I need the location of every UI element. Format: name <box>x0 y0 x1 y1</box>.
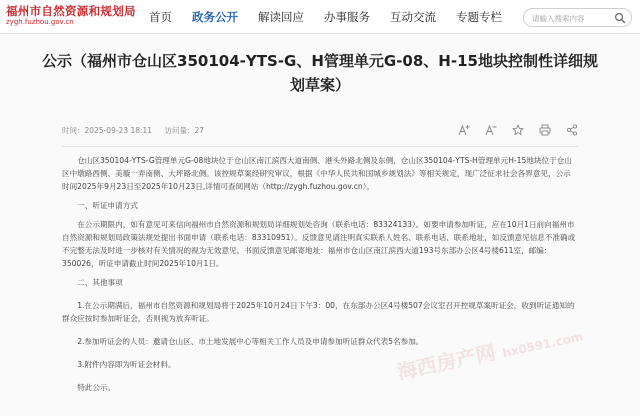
favorite-icon <box>512 124 524 136</box>
meta-divider <box>62 146 578 147</box>
section-paragraph: 在公示期限内，如有意见可来信向福州市自然资源和规划局详细规划处咨询（联系电话：83324133）。如要申请参加听证，应在10月1日前向福州市自然资源和规划局政策法规处提出书面申请（联系电话：83310951）。反馈意见请注明真实联系人姓名、联系电话、联系地址，如反馈意见信息不准确或不完整无法及时进一步核对有关情况的视为无效意见。书面反馈意见邮寄地址：福州市仓山区南江滨西大道193号东部办公区4号楼611室，邮编：350026，听证申请截止时间2025年10月1日。 <box>62 220 576 268</box>
nav-item[interactable]: 解读回应 <box>258 10 304 24</box>
font-increase-icon <box>458 124 470 136</box>
article-meta <box>62 125 214 136</box>
list-item: 3.附件内容即为听证会材料。 <box>77 360 176 369</box>
site-logo[interactable] <box>6 4 136 27</box>
logo-url: zygh.fuzhou.gov.cn <box>6 18 74 26</box>
article-title: 公示（福州市仓山区350104-YTS-G、H管理单元G-08、H-15地块控制性详细规划草案） <box>42 52 598 94</box>
watermark-text: 海西房产网 <box>394 340 498 385</box>
share-button[interactable] <box>558 122 585 138</box>
publish-time: 时间：2025-09-23 18:11 <box>62 126 153 135</box>
search-icon[interactable] <box>614 12 626 24</box>
nav-item[interactable]: 办事服务 <box>324 10 370 24</box>
intro-paragraph: 仓山区350104-YTS-G管理单元G-08地块位于仓山区南江滨西大道南侧、港头外路北侧及东侧，仓山区350104-YTS-H管理单元H-15地块位于仓山区中墩路西侧、美璇一弄南侧、大坪路北侧。该控规草案经研究审议，根据《中华人民共和国城乡规划法》等相关规定，现广泛征求社会各界意见，公示时间2025年9月23日至2025年10月23日,详情可查阅网站（http://zygh.fuzhou.gov.cn）。 <box>62 156 572 191</box>
view-count: 访问量：27 <box>164 126 205 135</box>
site-header <box>0 0 640 34</box>
search-box <box>523 8 632 27</box>
font-decrease-icon <box>485 124 497 136</box>
nav-item[interactable]: 互动交流 <box>390 10 436 24</box>
list-item: 1.在公示期满后，福州市自然资源和规划局将于2025年10月24日下午3：00，在东部办公区4号楼507会议室召开控规草案听证会，收到听证通知的群众应按时参加听证会，否则视为放弃听证。 <box>62 301 575 323</box>
nav-item[interactable]: 专题专栏 <box>456 10 502 24</box>
font-decrease-button[interactable] <box>477 122 504 138</box>
main-nav <box>139 0 512 34</box>
list-item: 2.参加听证会的人员：邀请仓山区、市土地发展中心等相关工作人员及申请参加听证群众代表5名参加。 <box>77 337 424 346</box>
article-tools <box>450 122 585 138</box>
print-button[interactable] <box>531 122 558 138</box>
article-body <box>62 154 578 394</box>
closing-text: 特此公示。 <box>77 383 116 392</box>
article-container <box>0 35 640 416</box>
nav-item[interactable]: 首页 <box>149 10 172 24</box>
share-icon <box>566 124 578 136</box>
section-heading: 二、其他事项 <box>77 278 123 287</box>
section-heading: 一、听证申请方式 <box>77 201 138 210</box>
watermark-url: hx0591.com <box>501 329 585 361</box>
nav-item[interactable]: 政务公开 <box>192 10 238 24</box>
logo-title: 福州市自然资源和规划局 <box>6 4 136 18</box>
font-increase-button[interactable] <box>450 122 477 138</box>
favorite-button[interactable] <box>504 122 531 138</box>
search-input[interactable] <box>532 11 612 25</box>
print-icon <box>539 124 551 136</box>
